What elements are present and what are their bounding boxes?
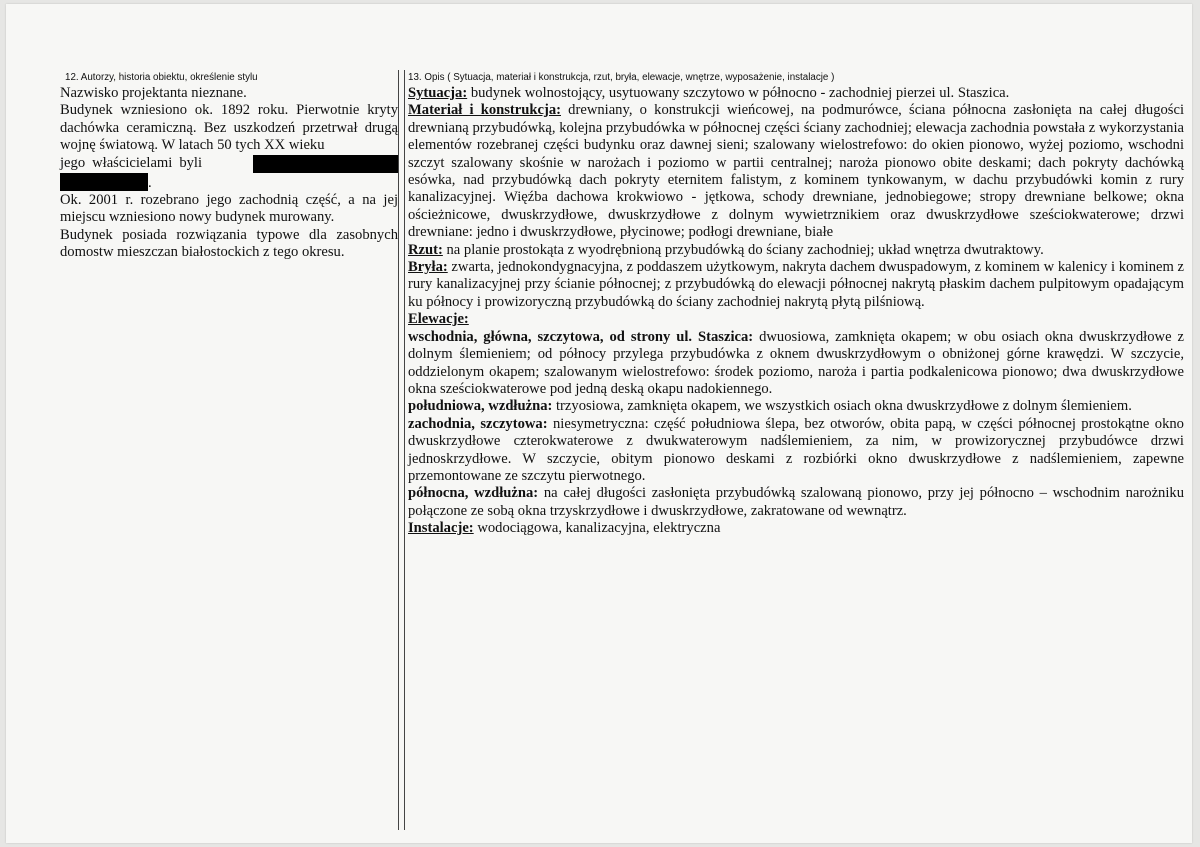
elewacje-heading	[408, 311, 1184, 328]
redaction-block	[253, 155, 398, 173]
zachodnia-label: zachodnia, szczytowa:	[408, 415, 548, 432]
wschodnia-text: dwuosiowa, zamknięta okapem; w obu osiach okna dwuskrzydłowe z dolnym ślemieniem; od północy przylega przybudówka z oknem dwuskrzydłowym o obniżonej górne krawędzi. W szczycie, oddzielonym okapem; szalowanym wielostrefowo: środek poziomo, naroża i partia podkalenicowa pionowo; dwa dwuskrzydłowe okna sześciokwaterowe pod jedną deską okapu nadokiennego.	[408, 328, 1184, 397]
material-label: Materiał i konstrukcja:	[408, 102, 561, 119]
owners-word-1: jego	[60, 154, 86, 171]
rzut-label: Rzut:	[408, 241, 443, 258]
bryla-label: Bryła:	[408, 259, 448, 276]
rzut-paragraph	[408, 242, 1184, 259]
poludniowa-text: trzyosiowa, zamknięta okapem, we wszystkich osiach okna dwuskrzydłowe z dolnym ślemieniem.	[552, 398, 1132, 415]
sytuacja-label: Sytuacja:	[408, 85, 468, 101]
owners-line	[60, 155, 398, 173]
owners-word-3: byli	[179, 154, 203, 171]
material-paragraph	[408, 102, 1184, 241]
instalacje-text: wodociągowa, kanalizacyjna, elektryczna	[473, 520, 721, 537]
owners-period: .	[148, 174, 152, 191]
elewacje-label: Elewacje:	[408, 311, 469, 328]
right-column-divider	[404, 70, 405, 830]
wschodnia-label: wschodnia, główna, szczytowa, od strony ul. Staszica:	[408, 328, 754, 345]
history-text: Budynek wzniesiono ok. 1892 roku. Pierwotnie kryty dachówka ceramiczną. Bez uszkodzeń przetrwał drugą wojnę światową. W latach 50 tych XX wieku	[60, 102, 398, 154]
polnocna-label: północna, wzdłużna:	[408, 485, 539, 502]
zachodnia-paragraph	[408, 416, 1184, 486]
designer-paragraph: Nazwisko projektanta nieznane.	[60, 85, 247, 101]
redaction-block-2	[60, 173, 148, 191]
section-13-header: 13. Opis ( Sytuacja, materiał i konstrukcja, rzut, bryła, elewacje, wnętrze, wyposażenie, instalacje )	[408, 72, 835, 83]
section-12-header: 12. Autorzy, historia obiektu, określenie stylu	[65, 72, 258, 83]
poludniowa-paragraph	[408, 398, 1184, 415]
demolition-paragraph: Ok. 2001 r. rozebrano jego zachodnią część, a na jej miejscu wzniesiono nowy budynek murowany.	[60, 192, 398, 226]
rzut-text: na planie prostokąta z wyodrębnioną przybudówką do ściany zachodniej; układ wnętrza dwutraktowy.	[442, 241, 1044, 258]
description-section	[408, 72, 1184, 538]
typology-paragraph: Budynek posiada rozwiązania typowe dla zasobnych domostw mieszczan białostockich z tego okresu.	[60, 226, 398, 261]
bryla-text: zwarta, jednokondygnacyjna, z poddaszem użytkowym, nakryta dachem dwuspadowym, z kominem w kalenicy i kominem z rury kanalizacyjnej przy ścianie północnej; z przybudówką do elewacji północnej nakrytą płaskim dachem pulpitowym opadającym ku północy i prowizoryczną przybudówką do ściany zachodniej nakrytą płytą pilśniową.	[408, 259, 1184, 310]
instalacje-paragraph	[408, 520, 1184, 537]
bryla-paragraph	[408, 259, 1184, 311]
instalacje-label: Instalacje:	[408, 520, 474, 537]
sytuacja-paragraph	[408, 85, 1184, 102]
polnocna-paragraph	[408, 485, 1184, 520]
history-section	[60, 72, 398, 262]
wschodnia-paragraph	[408, 329, 1184, 399]
sytuacja-text: budynek wolnostojący, usytuowany szczytowo w północno - zachodniej pierzei ul. Staszica.	[467, 85, 1010, 101]
polnocna-text: na całej długości zasłonięta przybudówką szalowaną pionowo, przy jej północno – wschodnim narożniku połączone ze sobą okna trzyskrzydłowe i dwuskrzydłowe, zakratowane od wewnątrz.	[408, 485, 1184, 519]
history-paragraph	[60, 102, 398, 154]
material-text: drewniany, o konstrukcji wieńcowej, na podmurówce, ściana północna zasłonięta na całej długości drewnianą przybudówką, kolejna przybudówka w północnej części ściany zachodniej; elewacja zachodnia powstała z wykorzystania elementów rozebranej części budynku oraz dawnej sieni; szalowany wielostrefowo: do okien pionowo, wyżej poziomo, wschodni szczyt szalowany skośnie w narożach i poziomo w partii centralnej; naroża pionowo obite deskami; dach pokryty dachówką esówka, nad przybudówką dach pokryty eternitem falistym, z kominem tynkowanym, w dachu przybudówki komin z rury kanalizacyjnej. Więźba dachowa krokwiowo - jętkowa, schody drewniane, jednobiegowe; stropy drewniane belkowe; okna ościeżnicowe, dwuskrzydłowe, dwuskrzydłowe z dolnym wywietrznikiem oraz dwuskrzydłowe sześciokwaterowe; drzwi drewniane: jedno i dwuskrzydłowe, płycinowe; podłogi drewniane, białe	[408, 102, 1185, 241]
owners-word-2: właścicielami	[92, 154, 173, 171]
owners-line-2	[60, 173, 398, 192]
zachodnia-text: niesymetryczna: część południowa ślepa, bez otworów, obita papą, w części północnej prostokątne okno dwuskrzydłowe czterokwaterowe z dwukwaterowym nadślemieniem, za nim, w prowizorycznej przybudówce drzwi jednoskrzydłowe. W szczycie, obitym pionowo deskami z rozbiórki okno dwuskrzydłowe z nadślemieniem, zapewne przemontowane ze szczytu pierwotnego.	[408, 415, 1184, 484]
poludniowa-label: południowa, wzdłużna:	[408, 398, 553, 415]
